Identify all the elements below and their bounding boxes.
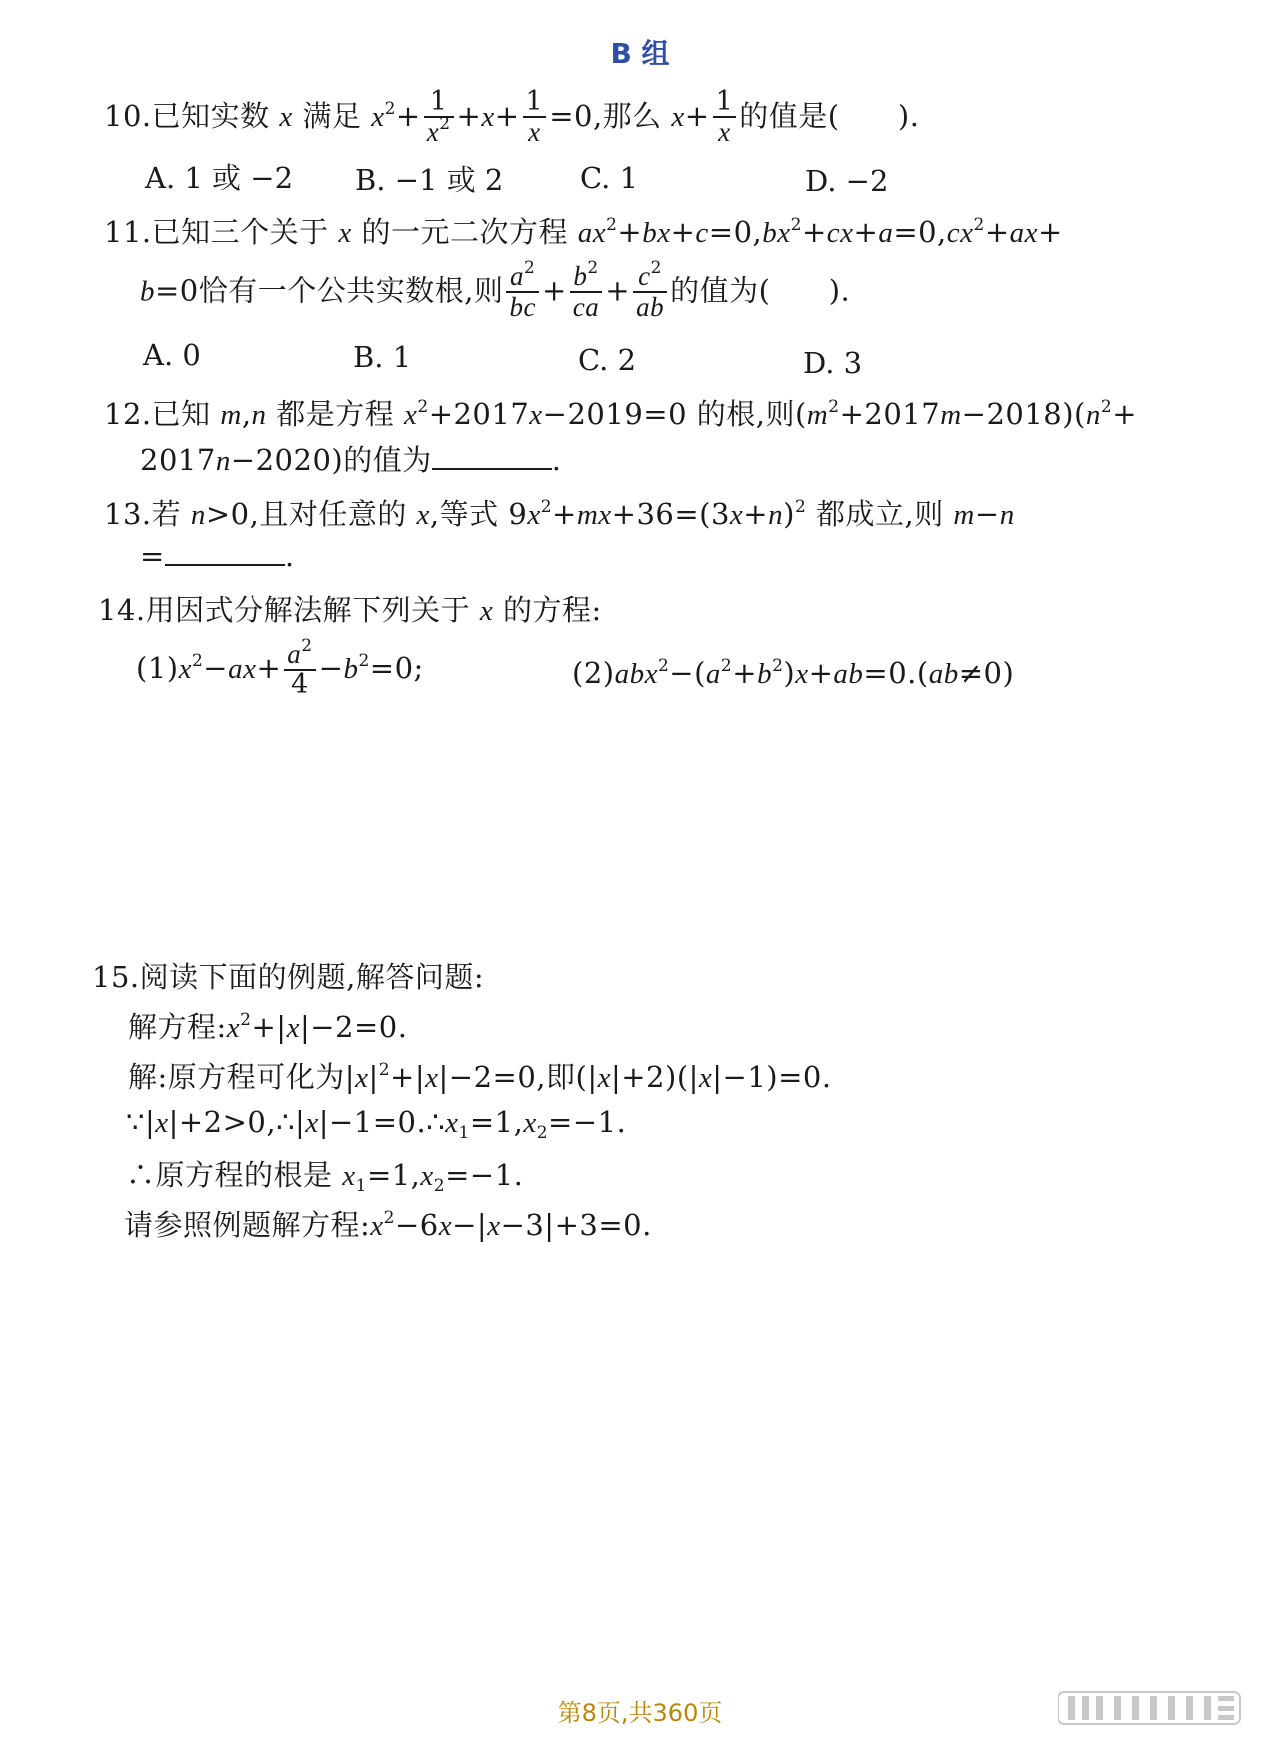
question-14-part-2: $(2)abx^2-(a^2+b^2)x+ab=0.(ab\ne 0)$ xyxy=(572,656,1015,690)
example-solution-line-3: ∴原方程的根是 $x_1=1,x_2=-1$. xyxy=(126,1158,524,1196)
question-11-line-2: b=0恰有一个公共实数根,则 $\frac{a^2}{bc}$ + $\frac{b^2}{ca}$ + $\frac{c^2}{ab}$ 的值为( ). xyxy=(140,258,851,323)
answer-blank xyxy=(432,442,552,470)
question-14: 14.用因式分解法解下列关于 x 的方程: xyxy=(98,593,602,627)
question-13-line-1: 13.若 n>0,且对任意的 x,等式 $9x^2+mx+36=(3x+n)^2$ 都成立,则 m−n xyxy=(104,497,1015,531)
question-number: 13. xyxy=(104,497,152,531)
option-b: B. −1 或 2 xyxy=(355,163,504,197)
fraction: $\frac{b^2}{ca}$ xyxy=(570,262,602,323)
fraction: $\frac{a^2}{4}$ xyxy=(284,640,315,700)
exercise-equation: 请参照例题解方程$:x^2-6x-|x-3|+3=0$. xyxy=(124,1208,652,1242)
question-12-line-1: 12.已知 m,n 都是方程 $x^2+2017x-2019=0$ 的根,则$(m^2+2017m-2018)(n^2+$ xyxy=(104,397,1138,431)
option-d: D. −2 xyxy=(805,164,889,198)
option-a: A. 0 xyxy=(143,338,201,372)
question-13-line-2: = . xyxy=(140,539,295,573)
option-b: B. 1 xyxy=(353,340,412,374)
question-number: 10. xyxy=(104,98,152,133)
question-14-part-1: $(1)x^2-ax+$ $\frac{a^2}{4}$ $-b^2=0$; xyxy=(136,636,424,701)
option-c: C. 2 xyxy=(578,343,637,377)
question-10: 10.已知实数 x 满足 $x^2+$ $\frac{1}{x^2}$ +x+ $\frac{1}{x}$ =0,那么 x+ $\frac{1}{x}$ 的值是( ). xyxy=(104,86,920,148)
answer-blank xyxy=(165,538,285,566)
question-number: 12. xyxy=(104,397,152,431)
example-equation: 解方程$:x^2+|x|-2=0$. xyxy=(128,1010,408,1044)
watermark-logo-icon xyxy=(1058,1688,1254,1728)
page-indicator: 第8页,共360页 xyxy=(557,1699,723,1727)
fraction: $\frac{a^2}{bc}$ xyxy=(506,262,538,323)
option-d: D. 3 xyxy=(803,346,863,380)
question-number: 11. xyxy=(104,215,152,249)
fraction: $\frac{1}{x}$ xyxy=(713,88,737,148)
example-solution-line-2: $\because|x|+2>0,\therefore|x|-1=0.\therefore x_1=1,x_2=-1$. xyxy=(126,1105,627,1143)
section-title: B 组 xyxy=(610,37,670,70)
fraction: $\frac{1}{x^2}$ xyxy=(424,88,454,148)
question-11-line-1: 11.已知三个关于 x 的一元二次方程 $ax^2+bx+c=0,bx^2+cx+a=0,cx^2+ax+$ xyxy=(104,215,1063,249)
option-a: A. 1 或 −2 xyxy=(145,161,294,195)
question-15: 15.阅读下面的例题,解答问题: xyxy=(92,960,485,994)
fraction: $\frac{c^2}{ab}$ xyxy=(633,262,667,323)
option-c: C. 1 xyxy=(580,161,639,195)
fraction: $\frac{1}{x}$ xyxy=(523,88,547,148)
question-number: 15. xyxy=(92,960,140,994)
example-solution-line-1: 解:原方程可化为$|x|^2+|x|-2=0$,即(|x|+2)(|x|−1)=0. xyxy=(128,1060,832,1094)
question-number: 14. xyxy=(98,593,146,627)
question-12-line-2: 2017n−2020)的值为 . xyxy=(140,443,562,477)
